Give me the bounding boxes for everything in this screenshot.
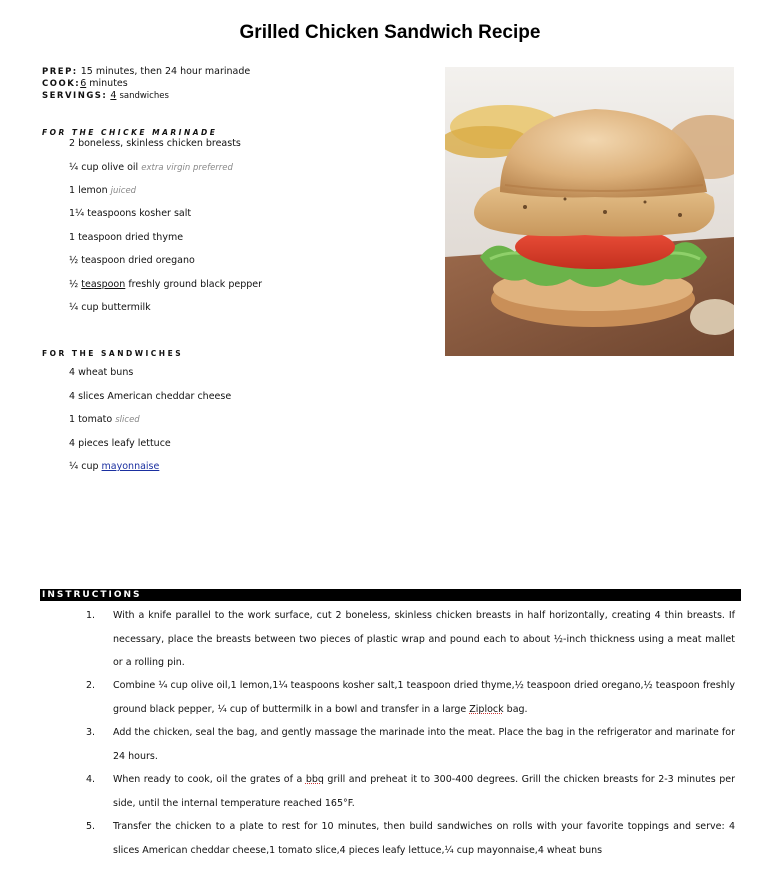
ingredient-item <box>69 279 262 290</box>
prep-line <box>42 66 250 78</box>
ingredient-item <box>69 162 233 173</box>
ingredient-item <box>69 302 151 313</box>
prep-label: PREP: <box>42 67 78 77</box>
ingredient-note: sliced <box>115 415 140 425</box>
ingredient-text: 4 slices American cheddar cheese <box>69 391 232 402</box>
ingredient-text: 1¼ teaspoons kosher salt <box>69 208 192 219</box>
servings-line <box>42 90 250 102</box>
spellcheck-word: bbq <box>305 774 324 785</box>
recipe-meta <box>42 66 250 102</box>
ingredient-text: ½ <box>69 279 79 290</box>
ingredient-text: 1 lemon <box>69 185 108 196</box>
ingredient-text: ½ teaspoon dried oregano <box>69 255 195 266</box>
instructions-heading: INSTRUCTIONS <box>40 589 741 601</box>
ingredient-item <box>69 138 241 149</box>
ingredient-note: juiced <box>110 186 137 196</box>
ingredient-item <box>69 414 140 425</box>
step-text: Add the chicken, seal the bag, and gently massage the marinade into the meat. Place the bag in the refrigerator and marinate for 24 hours. <box>113 727 735 762</box>
cook-number[interactable]: 6 <box>80 78 87 89</box>
marinade-heading: FOR THE CHICKE MARINADE <box>42 128 218 137</box>
step-text: Transfer the chicken to a plate to rest for 10 minutes, then build sandwiches on rolls with your favorite toppings and serve: 4 slices American cheddar cheese,1 tomato slice,4 pieces leafy lettuce,¼ cup mayonnaise,4 wheat buns <box>113 821 735 856</box>
step-text-part: Combine ¼ cup olive oil,1 lemon,1¼ teaspoons kosher salt,1 teaspoon dried thyme,½ teaspoon dried oregano,½ teaspoon freshly ground black pepper, ¼ cup of buttermilk in a bowl and transfer in a large <box>113 680 735 715</box>
prep-value: 15 minutes, then 24 hour marinade <box>80 66 251 77</box>
step-text-part: grill and preheat it to 300-400 degrees. Grill the chicken breasts for 2-3 minutes per side, until the internal temperature reached 165°F. <box>113 774 735 809</box>
ingredient-text: freshly ground black pepper <box>128 279 263 290</box>
step-number: 2. <box>86 680 96 691</box>
step-text-part: When ready to cook, oil the grates of a <box>113 774 306 785</box>
cook-label: COOK: <box>42 79 81 89</box>
ingredient-text: 2 boneless, skinless chicken breasts <box>69 138 241 149</box>
ingredient-text: 4 wheat buns <box>69 367 134 378</box>
sandwiches-heading: FOR THE SANDWICHES <box>42 349 184 358</box>
servings-unit: sandwiches <box>119 91 169 101</box>
servings-number[interactable]: 4 <box>110 90 117 101</box>
step-number: 1. <box>86 610 96 621</box>
step-text <box>113 768 735 815</box>
step-number: 3. <box>86 727 96 738</box>
page-title: Grilled Chicken Sandwich Recipe <box>239 22 541 43</box>
ingredient-text: ¼ cup olive oil <box>69 162 139 173</box>
step-text-part: bag. <box>503 703 528 715</box>
step-text: With a knife parallel to the work surface, cut 2 boneless, skinless chicken breasts in half horizontally, creating 4 thin breasts. If necessary, place the breasts between two pieces of plastic wrap and pound each to about ½-inch thickness using a meat mallet or a rolling pin. <box>113 610 735 668</box>
servings-label: SERVINGS: <box>42 91 108 101</box>
step-number: 5. <box>86 821 96 832</box>
ingredient-text: ¼ cup buttermilk <box>69 302 151 313</box>
cook-unit: minutes <box>89 78 128 89</box>
ingredient-item <box>69 185 136 196</box>
ingredient-text: ¼ cup <box>69 461 99 472</box>
ingredient-item <box>69 367 133 378</box>
step-text <box>113 674 735 721</box>
ingredient-underlined-word: teaspoon <box>81 279 126 290</box>
spellcheck-word: Ziplock <box>469 703 504 715</box>
ingredient-text: 4 pieces leafy lettuce <box>69 438 171 449</box>
ingredient-item <box>69 208 191 219</box>
ingredient-item <box>69 461 159 472</box>
ingredient-item <box>69 232 183 243</box>
mayonnaise-link[interactable]: mayonnaise <box>101 461 160 472</box>
ingredient-item <box>69 438 171 449</box>
ingredient-text: 1 tomato <box>69 414 113 425</box>
cook-line <box>42 78 250 90</box>
ingredient-item <box>69 255 195 266</box>
sandwich-photo <box>445 67 734 356</box>
ingredient-text: 1 teaspoon dried thyme <box>69 232 184 243</box>
ingredient-note: extra virgin preferred <box>141 163 233 173</box>
step-number: 4. <box>86 774 96 785</box>
ingredient-item <box>69 391 231 402</box>
